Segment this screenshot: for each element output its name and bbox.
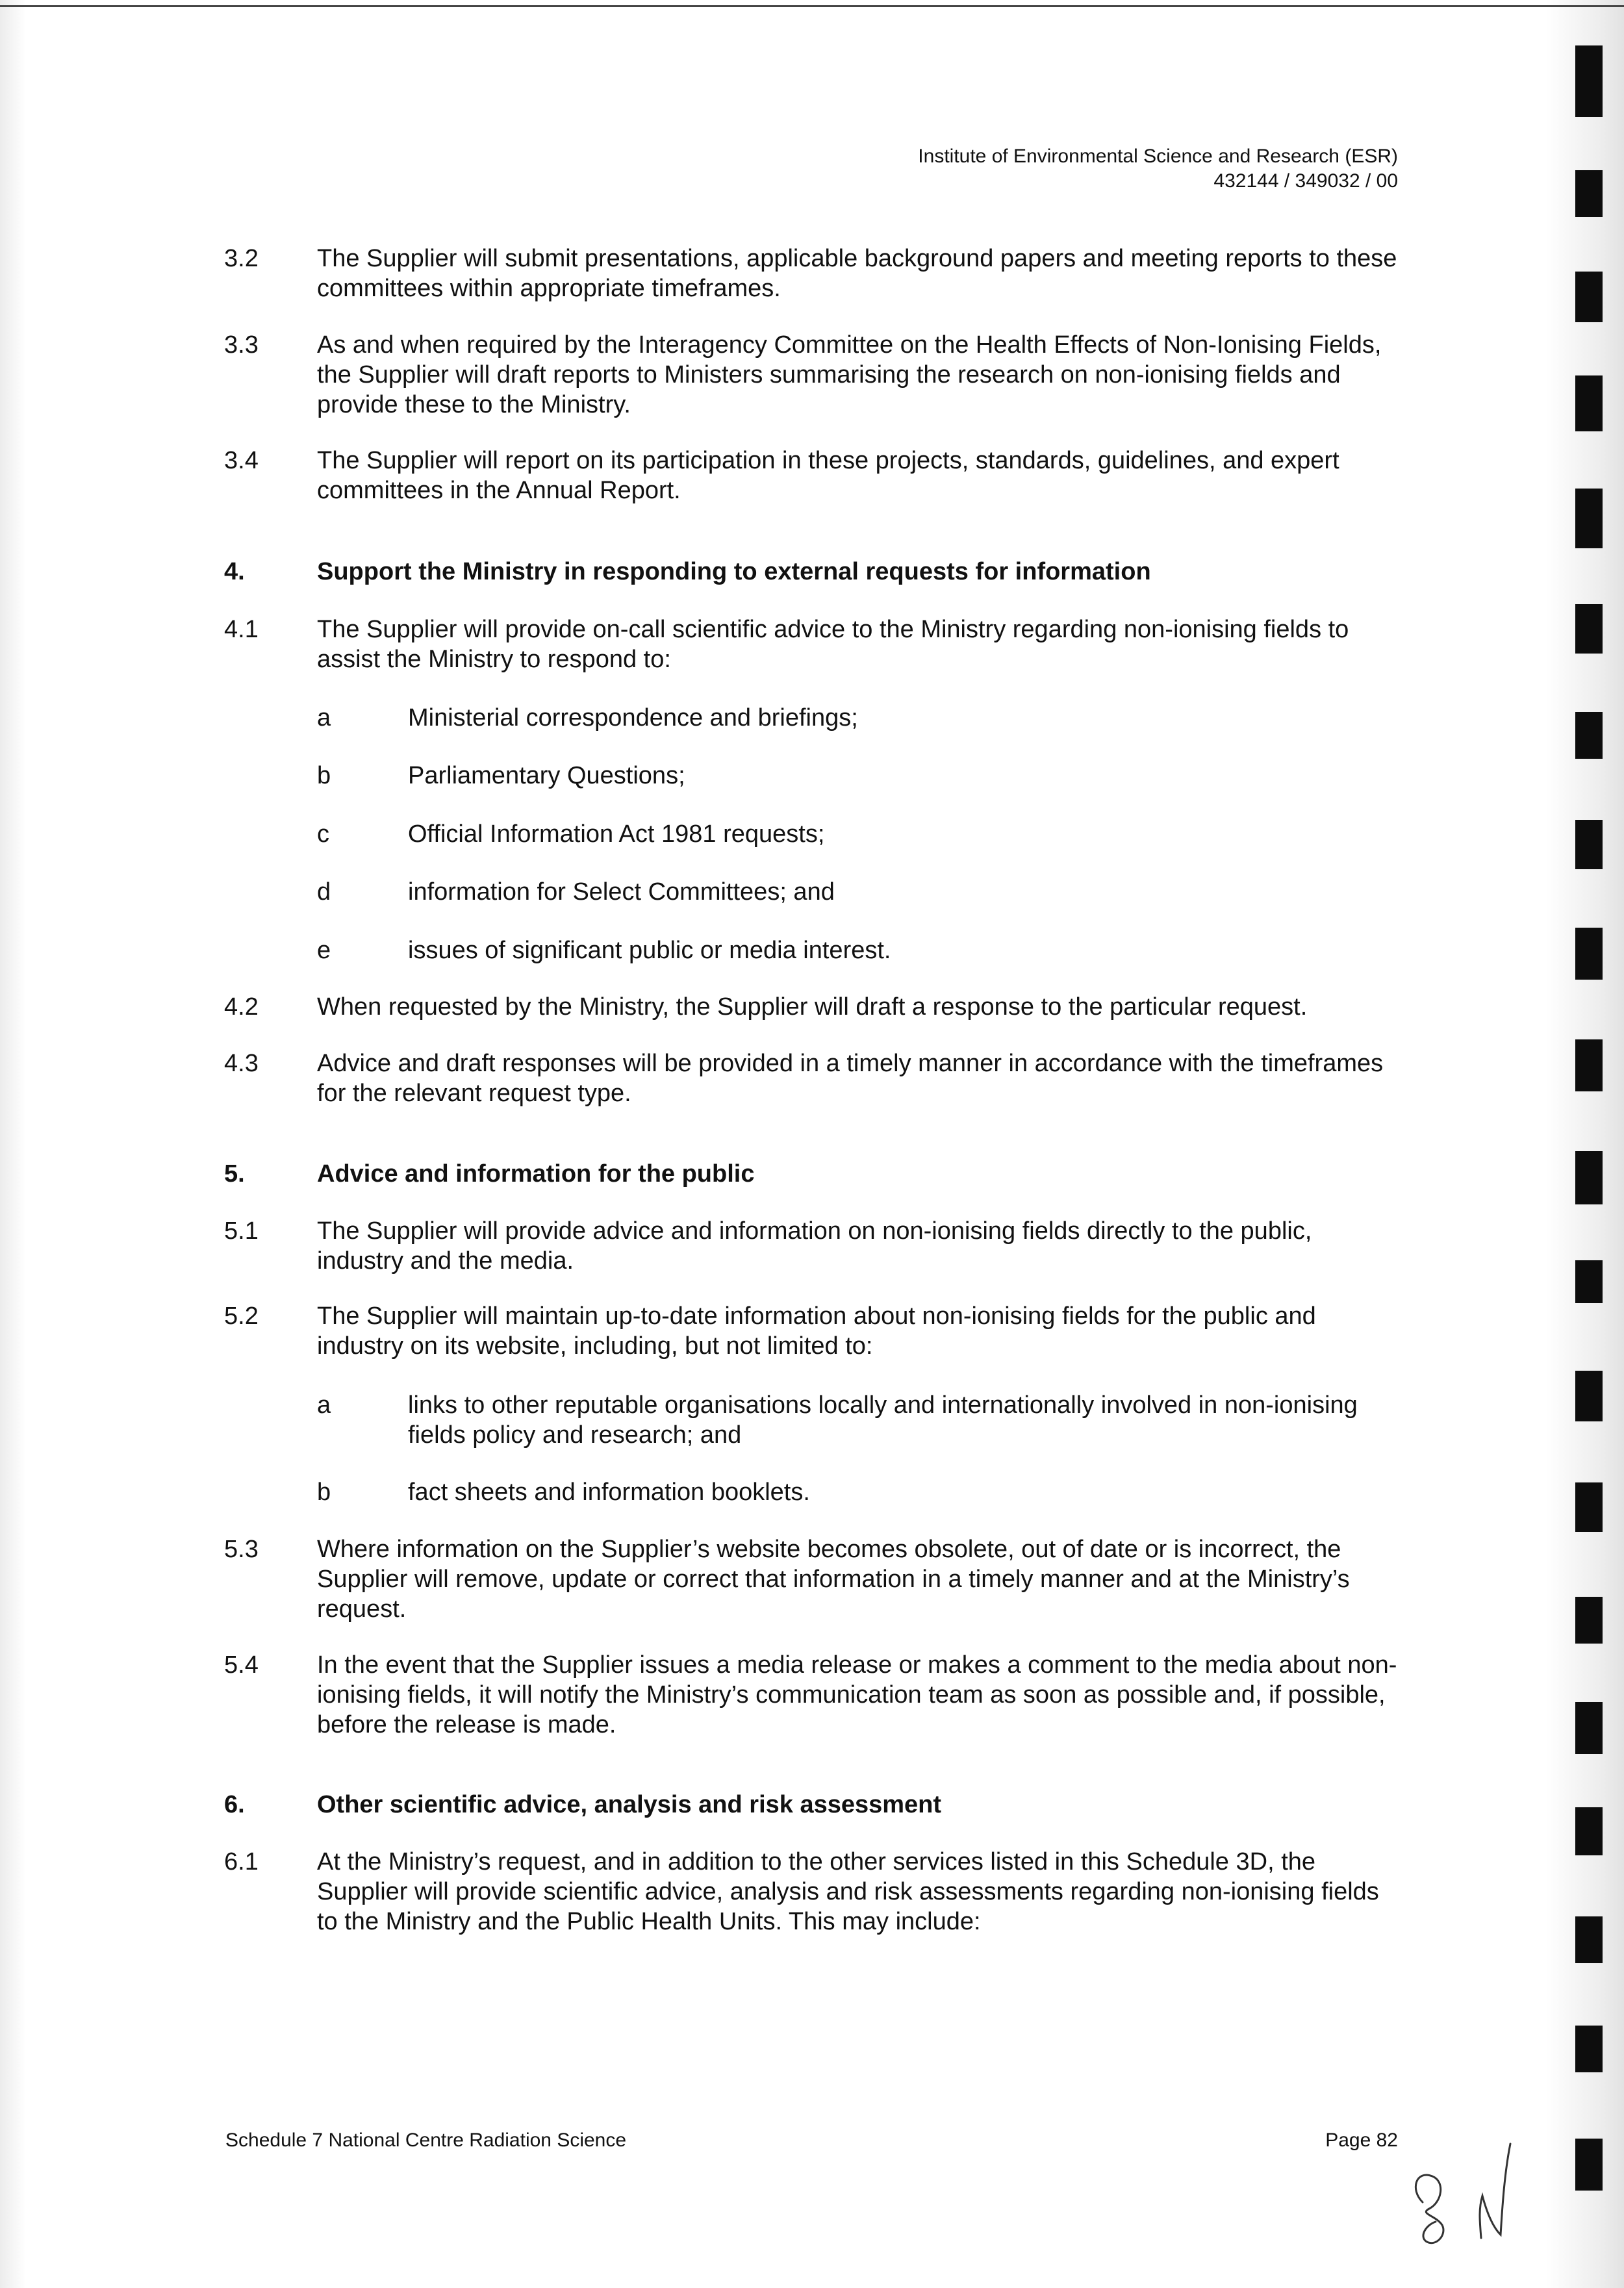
- clause-number: 3.2: [224, 245, 259, 272]
- clause-number: 4.1: [224, 616, 259, 643]
- sub-item-letter: e: [317, 937, 331, 964]
- index-tab: [1575, 1260, 1603, 1303]
- footer-schedule: Schedule 7 National Centre Radiation Science: [225, 2129, 627, 2151]
- clause-text: The Supplier will submit presentations, applicable background papers and meeting reports to these committees within appropriate timeframes.: [317, 245, 1397, 302]
- clause-number: 3.4: [224, 447, 259, 474]
- index-tab: [1575, 712, 1603, 759]
- index-tab: [1575, 1702, 1603, 1754]
- clause-number: 5.1: [224, 1217, 259, 1245]
- index-tab: [1575, 2139, 1603, 2191]
- scan-left-shadow: [0, 0, 26, 2288]
- index-tab: [1575, 1807, 1603, 1855]
- clause-text: As and when required by the Interagency Committee on the Health Effects of Non-Ionising Fields, the Supplier will draft reports to Ministers summarising the research on non-ionising fields and provide these to the Ministry.: [317, 331, 1382, 418]
- sub-item-letter: d: [317, 878, 331, 906]
- index-tab: [1575, 170, 1603, 217]
- index-tab: [1575, 1916, 1603, 1963]
- sub-item-text: links to other reputable organisations locally and internationally involved in non-ionising fields policy and research; and: [408, 1392, 1358, 1449]
- index-tab: [1575, 1482, 1603, 1532]
- scan-top-border: [0, 5, 1624, 7]
- clause-number: 4.2: [224, 993, 259, 1021]
- index-tab: [1575, 1597, 1603, 1644]
- footer-page-number: Page 82: [1325, 2129, 1398, 2151]
- sub-item-text: issues of significant public or media interest.: [408, 937, 891, 964]
- page-header: [918, 144, 1398, 194]
- clause-text: When requested by the Ministry, the Supplier will draft a response to the particular request.: [317, 993, 1308, 1021]
- header-ref: 432144 / 349032 / 00: [1213, 170, 1398, 192]
- clause-text: Where information on the Supplier’s website becomes obsolete, out of date or is incorrect, the Supplier will remove, update or correct that information in a timely manner and at the Ministry’s request.: [317, 1536, 1350, 1623]
- handwritten-initials: [1397, 2118, 1546, 2267]
- clause-number: 5.3: [224, 1536, 259, 1563]
- index-tab: [1575, 272, 1603, 322]
- sub-item-letter: c: [317, 820, 329, 848]
- sub-item-text: Parliamentary Questions;: [408, 762, 685, 789]
- index-tab: [1575, 928, 1603, 980]
- index-tab: [1575, 375, 1603, 431]
- sub-item-text: Ministerial correspondence and briefings;: [408, 704, 858, 731]
- clause-text: The Supplier will provide advice and information on non-ionising fields directly to the public, industry and the media.: [317, 1217, 1312, 1275]
- clause-number: 4.3: [224, 1050, 259, 1077]
- index-tab: [1575, 604, 1603, 654]
- clause-number: 3.3: [224, 331, 259, 359]
- index-tab: [1575, 45, 1603, 117]
- clause-text: Advice and draft responses will be provided in a timely manner in accordance with the timeframes for the relevant request type.: [317, 1050, 1384, 1107]
- clause-number: 5.2: [224, 1303, 259, 1330]
- sub-item-letter: a: [317, 1392, 331, 1419]
- clause-text: The Supplier will report on its participation in these projects, standards, guidelines, and expert committees in the Annual Report.: [317, 447, 1339, 504]
- clause-text: The Supplier will provide on-call scientific advice to the Ministry regarding non-ionising fields to assist the Ministry to respond to:: [317, 616, 1349, 673]
- index-tab: [1575, 820, 1603, 869]
- sub-item-text: fact sheets and information booklets.: [408, 1479, 810, 1506]
- section-number: 4.: [224, 558, 245, 585]
- clause-number: 5.4: [224, 1651, 259, 1679]
- sub-item-text: Official Information Act 1981 requests;: [408, 820, 825, 848]
- clause-text: In the event that the Supplier issues a media release or makes a comment to the media about non-ionising fields, it will notify the Ministry’s communication team as soon as possible and, if possible, before the release is made.: [317, 1651, 1397, 1738]
- section-title: Advice and information for the public: [317, 1160, 755, 1188]
- index-tab: [1575, 2026, 1603, 2072]
- clause-text: The Supplier will maintain up-to-date information about non-ionising fields for the public and industry on its website, including, but not limited to:: [317, 1303, 1316, 1360]
- sub-item-letter: b: [317, 1479, 331, 1506]
- section-number: 5.: [224, 1160, 245, 1188]
- sub-item-text: information for Select Committees; and: [408, 878, 835, 906]
- clause-text: At the Ministry’s request, and in addition to the other services listed in this Schedule 3D, the Supplier will provide scientific advice, analysis and risk assessments regarding non-ionising fields to the Ministry and the Public Health Units. This may include:: [317, 1848, 1379, 1935]
- section-title: Support the Ministry in responding to external requests for information: [317, 558, 1151, 585]
- section-number: 6.: [224, 1791, 245, 1818]
- sub-item-letter: b: [317, 762, 331, 789]
- clause-number: 6.1: [224, 1848, 259, 1875]
- section-title: Other scientific advice, analysis and risk assessment: [317, 1791, 942, 1818]
- index-tab: [1575, 1151, 1603, 1204]
- header-org: Institute of Environmental Science and Research (ESR): [918, 146, 1398, 167]
- index-tab: [1575, 489, 1603, 548]
- index-tab: [1575, 1371, 1603, 1421]
- index-tab: [1575, 1039, 1603, 1091]
- sub-item-letter: a: [317, 704, 331, 731]
